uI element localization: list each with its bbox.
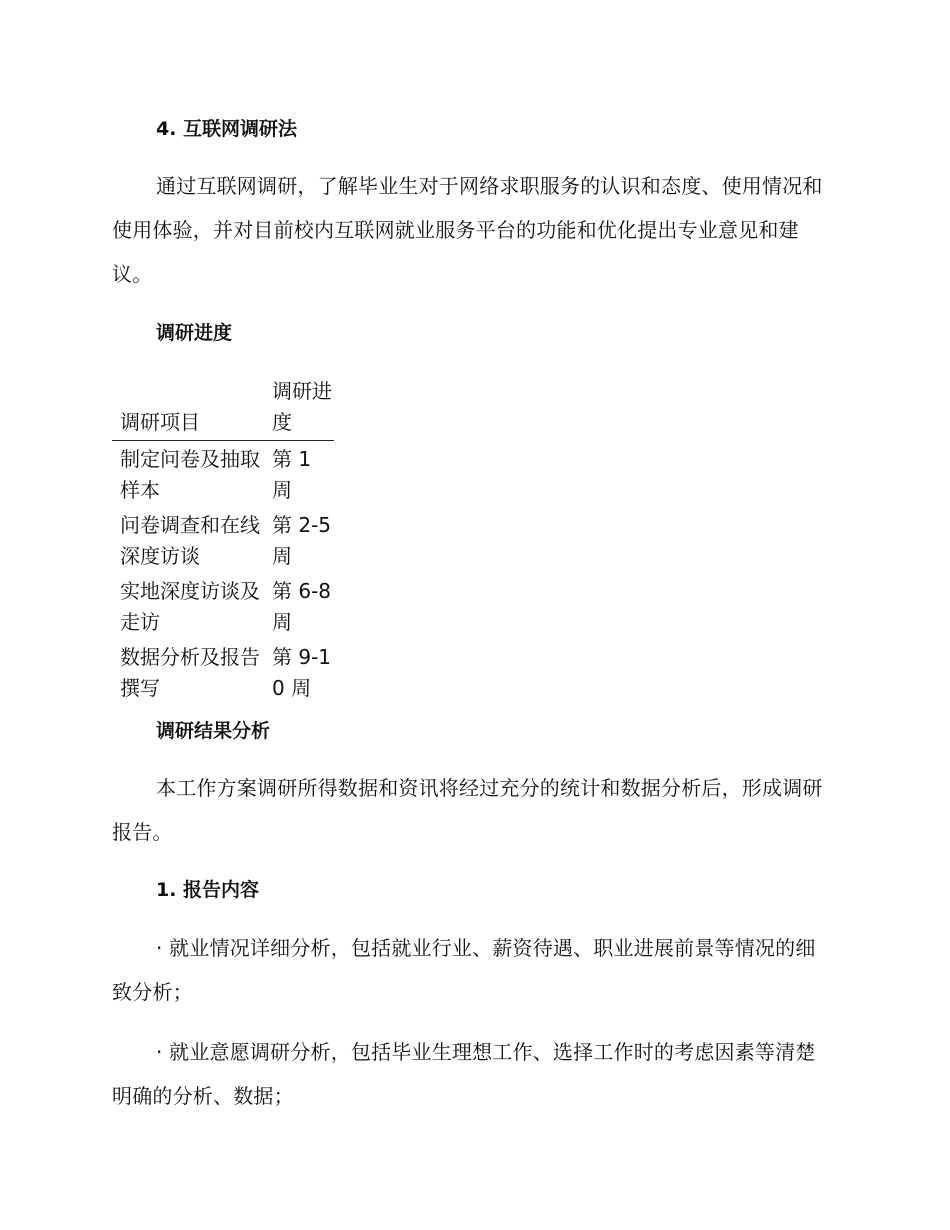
table-header-row (112, 376, 334, 441)
table-cell-progress (264, 441, 334, 508)
table-cell-item (112, 507, 264, 573)
paragraph-results: 本工作方案调研所得数据和资讯将经过充分的统计和数据分析后，形成调研报告。 (112, 776, 823, 844)
section-heading-internet-research: 4. 互联网调研法 (156, 118, 298, 140)
section-heading-schedule: 调研进度 (156, 322, 233, 344)
column-header-progress-label: 调研进度 (272, 379, 332, 434)
bullet-employment-intention: · 就业意愿调研分析，包括毕业生理想工作、选择工作时的考虑因素等清楚明确的分析、数据； (112, 1040, 816, 1108)
cell-text: 问卷调查和在线深度访谈 (120, 513, 260, 568)
cell-text: 第 2-5 周 (272, 513, 332, 568)
table-row (112, 639, 334, 705)
table-cell-item (112, 573, 264, 639)
table-cell-item (112, 639, 264, 705)
paragraph-internet-research: 通过互联网调研，了解毕业生对于网络求职服务的认识和态度、使用情况和使用体验，并对目前校内互联网就业服务平台的功能和优化提出专业意见和建议。 (112, 174, 823, 286)
table-row (112, 507, 334, 573)
section-heading-report-content: 1. 报告内容 (156, 879, 260, 901)
table-cell-progress (264, 573, 334, 639)
section-heading-results: 调研结果分析 (156, 720, 271, 742)
cell-text: 第 6-8 周 (272, 579, 332, 634)
table-row (112, 573, 334, 639)
table-cell-progress (264, 639, 334, 705)
cell-text: 数据分析及报告撰写 (120, 645, 260, 700)
schedule-table (112, 376, 334, 705)
table-cell-item (112, 441, 264, 508)
bullet-employment-analysis: · 就业情况详细分析，包括就业行业、薪资待遇、职业进展前景等情况的细致分析； (112, 936, 816, 1004)
column-header-item-label: 调研项目 (120, 410, 200, 434)
cell-text: 实地深度访谈及走访 (120, 579, 260, 634)
cell-text: 第 9-10 周 (272, 645, 332, 700)
cell-text: 第 1 周 (272, 447, 312, 502)
table-row (112, 441, 334, 508)
column-header-progress (264, 376, 334, 441)
table-cell-progress (264, 507, 334, 573)
cell-text: 制定问卷及抽取样本 (120, 447, 260, 502)
column-header-item (112, 376, 264, 441)
